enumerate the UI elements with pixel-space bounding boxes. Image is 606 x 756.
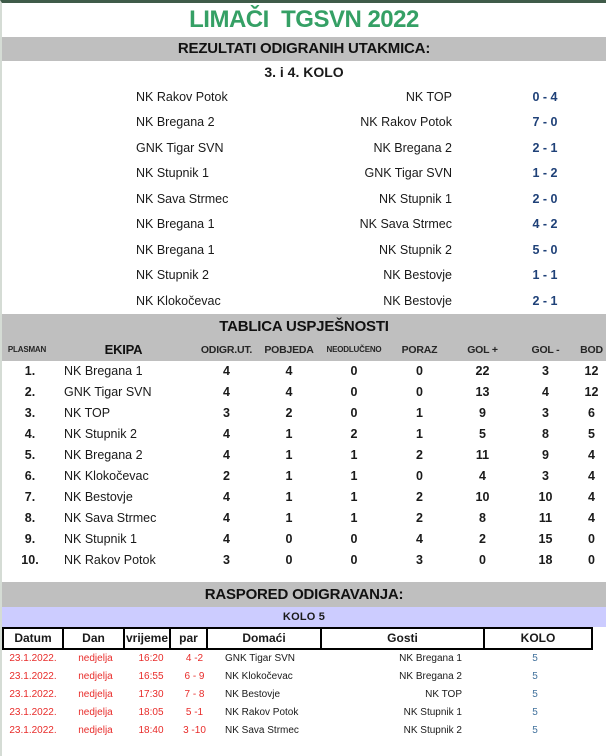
points: 4	[588, 490, 595, 504]
away-team: NK Stupnik 1	[403, 707, 462, 718]
schedule-row	[2, 650, 606, 668]
team-name: NK Stupnik 1	[64, 532, 137, 546]
schedule-row	[2, 686, 606, 704]
points: 0	[588, 553, 595, 567]
goals-for: 5	[479, 427, 486, 441]
match-score: 0 - 4	[532, 89, 558, 104]
points: 12	[584, 385, 599, 399]
schedule-column-headers	[2, 627, 606, 650]
draws: 0	[350, 553, 358, 567]
match-day: nedjelja	[78, 689, 113, 700]
standings-row	[2, 487, 606, 508]
home-team: NK Klokočevac	[225, 671, 293, 682]
home-team: NK Klokočevac	[136, 293, 221, 308]
draws: 0	[350, 364, 358, 378]
col-header-poraz: PORAZ	[401, 343, 438, 356]
round-number: 5	[532, 707, 538, 718]
wins: 0	[285, 553, 293, 567]
match-date: 23.1.2022.	[9, 689, 57, 700]
home-team: NK Sava Strmec	[136, 191, 229, 206]
away-team: NK Stupnik 2	[403, 725, 462, 736]
standings-row	[2, 466, 606, 487]
draws: 1	[350, 469, 358, 483]
wins: 4	[285, 364, 293, 378]
games-played: 3	[223, 553, 230, 567]
match-score: 1 - 1	[532, 268, 558, 283]
standings-row	[2, 403, 606, 424]
schedule-row	[2, 704, 606, 722]
match-result-row	[2, 212, 606, 238]
draws: 2	[350, 427, 358, 441]
away-team: NK Bestovje	[383, 268, 452, 283]
losses: 4	[416, 532, 423, 546]
goals-against: 3	[542, 406, 549, 420]
away-team: NK Sava Strmec	[359, 217, 452, 232]
home-team: NK Bregana 1	[136, 242, 215, 257]
col-header-vrijeme: vrijeme	[123, 627, 171, 650]
goals-for: 0	[479, 553, 486, 567]
goals-against: 15	[538, 532, 553, 546]
rank: 10.	[21, 553, 39, 567]
match-score: 2 - 1	[532, 140, 558, 155]
col-header-bod: BOD	[580, 343, 603, 356]
points: 4	[588, 469, 595, 483]
team-name: NK Bestovje	[64, 490, 133, 504]
team-name: NK Bregana 2	[64, 448, 143, 462]
results-list	[2, 84, 606, 314]
games-played: 4	[223, 511, 230, 525]
goals-for: 10	[475, 490, 490, 504]
team-name: NK TOP	[64, 406, 111, 420]
standings-table	[2, 361, 606, 571]
losses: 0	[416, 385, 423, 399]
team-name: GNK Tigar SVN	[64, 385, 152, 399]
home-team: NK Stupnik 1	[136, 166, 209, 181]
home-team: NK Stupnik 2	[136, 268, 209, 283]
standings-section-header: TABLICA USPJEŠNOSTI	[2, 314, 606, 339]
games-played: 4	[223, 385, 230, 399]
rank: 4.	[24, 427, 36, 441]
games-played: 4	[223, 427, 230, 441]
col-header-neodluceno: NEODLUČENO	[326, 345, 382, 354]
match-day: nedjelja	[78, 707, 113, 718]
draws: 0	[350, 406, 358, 420]
page-title: LIMAČI TGSVN 2022	[189, 6, 419, 33]
goals-against: 9	[542, 448, 549, 462]
col-header-odigr: ODIGR.UT.	[200, 343, 253, 356]
goals-against: 8	[542, 427, 549, 441]
away-team: NK Stupnik 1	[379, 191, 452, 206]
standings-row	[2, 424, 606, 445]
home-team: GNK Tigar SVN	[136, 140, 224, 155]
home-team: NK Bestovje	[225, 689, 281, 700]
rank: 5.	[24, 448, 36, 462]
rank: 8.	[24, 511, 36, 525]
schedule-row	[2, 722, 606, 740]
wins: 4	[285, 385, 293, 399]
col-header-dan: Dan	[62, 627, 125, 650]
draws: 0	[350, 532, 358, 546]
schedule-row	[2, 668, 606, 686]
match-time: 18:05	[138, 707, 164, 718]
col-header-gosti: Gosti	[320, 627, 485, 650]
round-number: 5	[532, 689, 538, 700]
round-number: 5	[532, 725, 538, 736]
home-team: NK Bregana 2	[136, 115, 215, 130]
match-score: 2 - 0	[532, 191, 558, 206]
rank: 1.	[24, 364, 36, 378]
games-played: 2	[223, 469, 230, 483]
games-played: 4	[223, 490, 230, 504]
round-number: 5	[532, 653, 538, 664]
points: 5	[588, 427, 595, 441]
goals-for: 22	[475, 364, 490, 378]
section-gap	[2, 571, 606, 582]
games-played: 4	[223, 364, 230, 378]
match-result-row	[2, 135, 606, 161]
away-team: NK Bestovje	[383, 293, 452, 308]
wins: 1	[285, 427, 293, 441]
match-day: nedjelja	[78, 725, 113, 736]
goals-against: 11	[538, 511, 553, 525]
goals-for: 11	[475, 448, 490, 462]
losses: 2	[416, 511, 423, 525]
goals-against: 3	[542, 364, 549, 378]
wins: 2	[285, 406, 293, 420]
col-header-kolo: KOLO	[483, 627, 593, 650]
goals-for: 2	[479, 532, 486, 546]
col-header-datum: Datum	[2, 627, 64, 650]
goals-for: 9	[479, 406, 486, 420]
losses: 3	[416, 553, 423, 567]
goals-for: 8	[479, 511, 486, 525]
results-round-subheader: 3. i 4. KOLO	[264, 64, 344, 80]
match-pair: 7 - 8	[184, 689, 205, 700]
match-result-row	[2, 110, 606, 136]
goals-against: 10	[538, 490, 553, 504]
col-header-domaci: Domaći	[206, 627, 322, 650]
match-pair: 5 -1	[185, 707, 204, 718]
goals-for: 4	[479, 469, 486, 483]
away-team: NK TOP	[425, 689, 462, 700]
home-team: NK Bregana 1	[136, 217, 215, 232]
goals-against: 18	[538, 553, 553, 567]
team-name: NK Sava Strmec	[64, 511, 157, 525]
match-time: 18:40	[138, 725, 164, 736]
draws: 1	[350, 490, 358, 504]
points: 6	[588, 406, 595, 420]
match-score: 4 - 2	[532, 217, 558, 232]
match-date: 23.1.2022.	[9, 671, 57, 682]
match-date: 23.1.2022.	[9, 707, 57, 718]
match-result-row	[2, 186, 606, 212]
wins: 0	[285, 532, 293, 546]
standings-row	[2, 529, 606, 550]
match-date: 23.1.2022.	[9, 653, 57, 664]
rank: 2.	[24, 385, 36, 399]
standings-row	[2, 382, 606, 403]
losses: 0	[416, 469, 423, 483]
draws: 0	[350, 385, 358, 399]
rank: 3.	[24, 406, 36, 420]
away-team: GNK Tigar SVN	[364, 166, 452, 181]
games-played: 4	[223, 448, 230, 462]
goals-against: 4	[542, 385, 549, 399]
losses: 0	[416, 364, 423, 378]
standings-column-headers	[2, 339, 606, 361]
points: 0	[588, 532, 595, 546]
match-date: 23.1.2022.	[9, 725, 57, 736]
standings-row	[2, 508, 606, 529]
home-team: GNK Tigar SVN	[225, 653, 296, 664]
match-day: nedjelja	[78, 671, 113, 682]
match-score: 7 - 0	[532, 115, 558, 130]
schedule-section-header: RASPORED ODIGRAVANJA:	[2, 582, 606, 607]
away-team: NK TOP	[405, 89, 452, 104]
wins: 1	[285, 490, 293, 504]
losses: 1	[416, 427, 423, 441]
away-team: NK Bregana 1	[399, 653, 462, 664]
games-played: 4	[223, 532, 230, 546]
match-time: 17:30	[138, 689, 164, 700]
draws: 1	[350, 448, 358, 462]
rank: 7.	[24, 490, 36, 504]
match-time: 16:20	[138, 653, 164, 664]
match-result-row	[2, 161, 606, 187]
losses: 2	[416, 490, 423, 504]
match-result-row	[2, 288, 606, 314]
games-played: 3	[223, 406, 230, 420]
schedule-round-label: KOLO 5	[2, 607, 606, 627]
col-header-ekipa: EKIPA	[104, 342, 143, 357]
match-score: 1 - 2	[532, 166, 558, 181]
match-result-row	[2, 84, 606, 110]
goals-for: 13	[475, 385, 490, 399]
goals-against: 3	[542, 469, 549, 483]
col-header-gol-plus: GOL +	[467, 343, 498, 356]
match-day: nedjelja	[78, 653, 113, 664]
away-team: NK Rakov Potok	[360, 115, 452, 130]
team-name: NK Klokočevac	[64, 469, 149, 483]
away-team: NK Bregana 2	[373, 140, 452, 155]
round-number: 5	[532, 671, 538, 682]
col-header-par: par	[169, 627, 208, 650]
points: 4	[588, 448, 595, 462]
points: 4	[588, 511, 595, 525]
home-team: NK Rakov Potok	[136, 89, 228, 104]
team-name: NK Bregana 1	[64, 364, 143, 378]
away-team: NK Stupnik 2	[379, 242, 452, 257]
wins: 1	[285, 469, 293, 483]
wins: 1	[285, 511, 293, 525]
col-header-pobjeda: POBJEDA	[264, 343, 314, 356]
schedule-table	[2, 650, 606, 740]
match-result-row	[2, 263, 606, 289]
match-pair: 3 -10	[183, 725, 206, 736]
away-team: NK Bregana 2	[399, 671, 462, 682]
match-pair: 6 - 9	[184, 671, 205, 682]
points: 12	[584, 364, 599, 378]
home-team: NK Rakov Potok	[225, 707, 299, 718]
standings-row	[2, 550, 606, 571]
col-header-gol-minus: GOL -	[531, 343, 560, 356]
match-result-row	[2, 237, 606, 263]
rank: 9.	[24, 532, 36, 546]
wins: 1	[285, 448, 293, 462]
team-name: NK Rakov Potok	[64, 553, 156, 567]
standings-row	[2, 445, 606, 466]
match-score: 2 - 1	[532, 293, 558, 308]
losses: 1	[416, 406, 423, 420]
match-score: 5 - 0	[532, 242, 558, 257]
rank: 6.	[24, 469, 36, 483]
home-team: NK Sava Strmec	[225, 725, 299, 736]
match-pair: 4 -2	[185, 653, 204, 664]
standings-row	[2, 361, 606, 382]
losses: 2	[416, 448, 423, 462]
col-header-plasman: PLASMAN	[7, 345, 47, 354]
draws: 1	[350, 511, 358, 525]
team-name: NK Stupnik 2	[64, 427, 137, 441]
match-time: 16:55	[138, 671, 164, 682]
results-section-header: REZULTATI ODIGRANIH UTAKMICA:	[2, 37, 606, 61]
